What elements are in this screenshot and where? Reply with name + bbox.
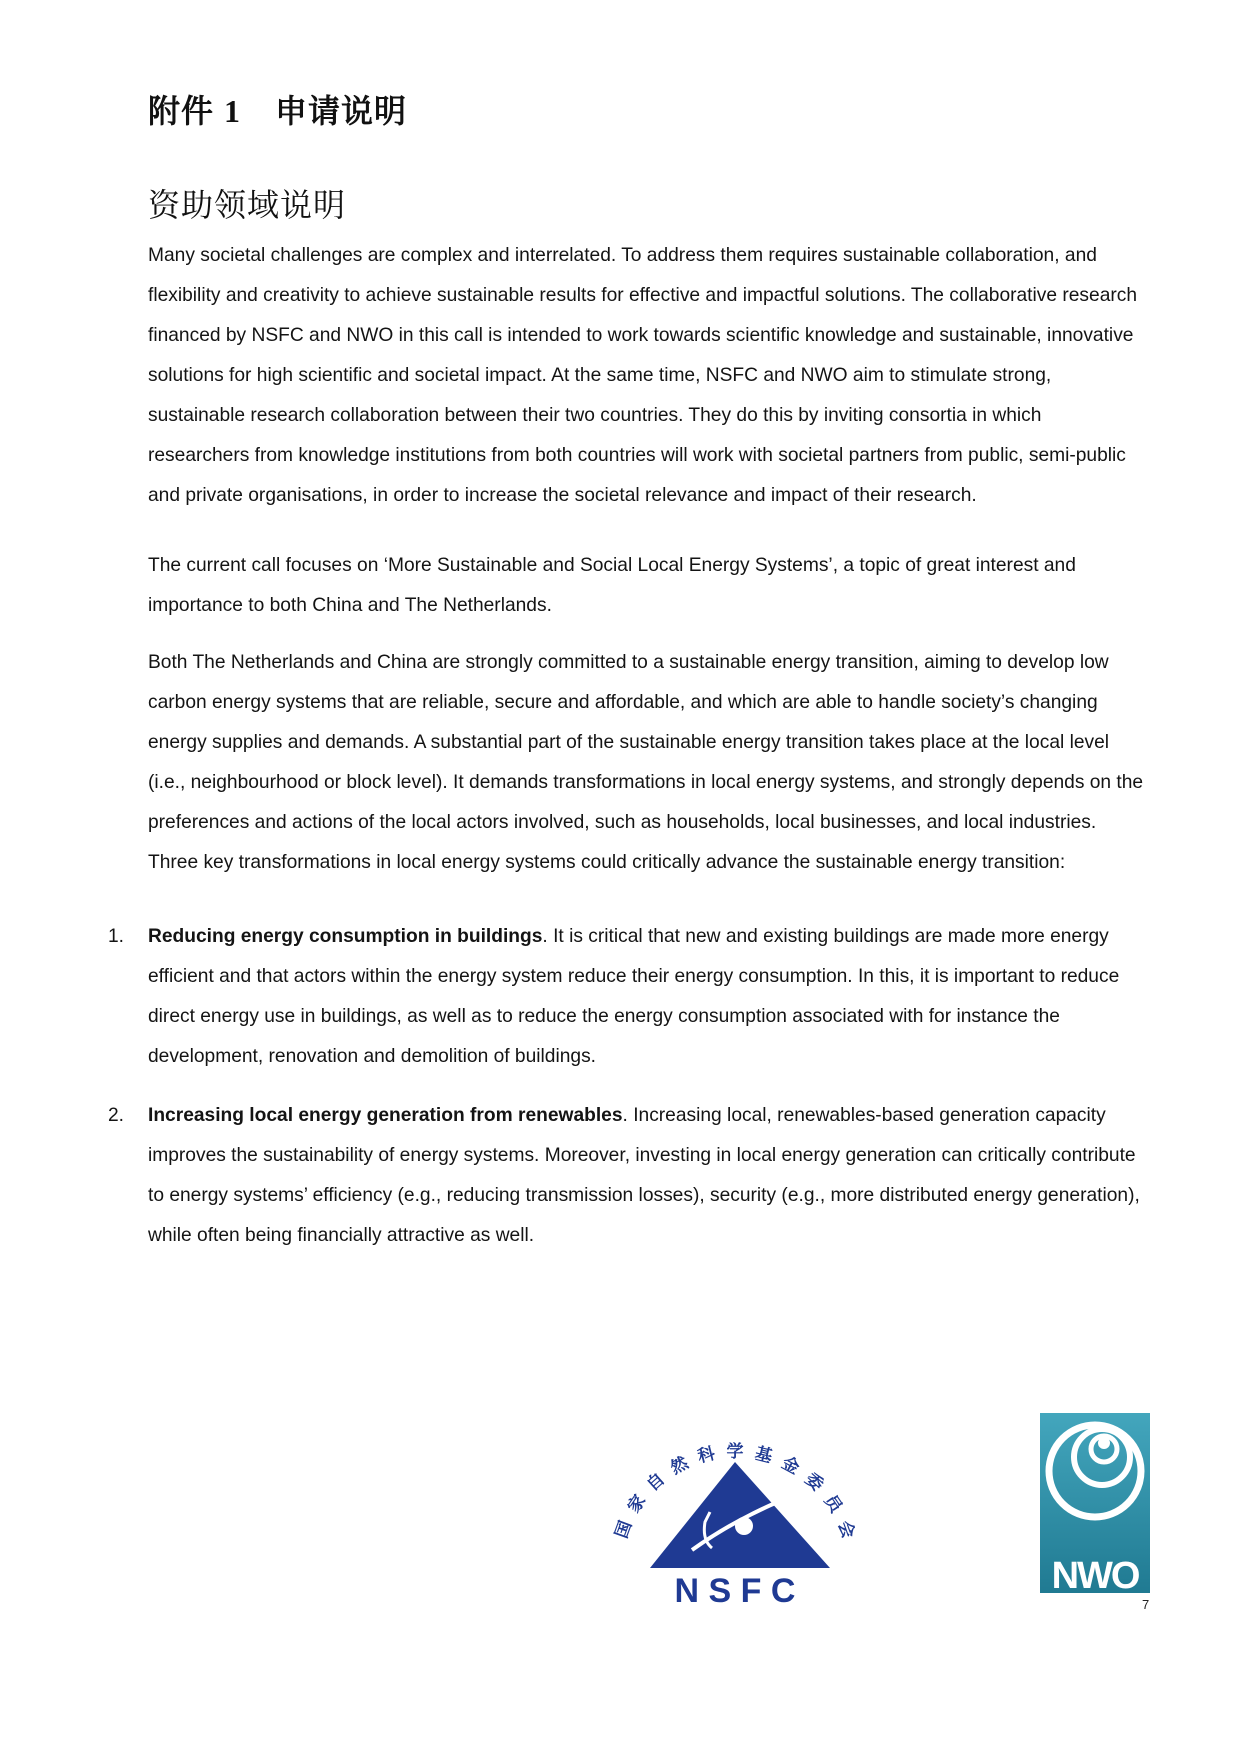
list-item-text: . It is critical that new and existing buildings are made more energy efficient and that actors within the energy system reduce their energy consumption. In this, it is important to reduce direct energy use in buildings, as well as to reduce the energy consumption associated with for instance the development, renovation and demolition of buildings. xyxy=(148,926,1120,1067)
nsfc-arc-char: 科 xyxy=(695,1443,718,1468)
list-marker: 2. xyxy=(108,1105,125,1126)
nsfc-letters: N S F C xyxy=(674,1572,796,1610)
section-heading: 资助领域说明 xyxy=(148,186,347,224)
heading-title: 申请说明 xyxy=(275,92,408,130)
attachment-heading xyxy=(148,86,407,132)
list-item xyxy=(108,917,1158,1077)
nwo-text: NWO xyxy=(1051,1555,1139,1593)
list-item xyxy=(108,1096,1158,1256)
heading-prefix: 附件 xyxy=(148,92,215,130)
nsfc-arc-char: 员 xyxy=(819,1491,846,1517)
nsfc-arc-char: 家 xyxy=(624,1491,651,1517)
nsfc-arc-char: 委 xyxy=(800,1469,827,1496)
nsfc-arc-char: 学 xyxy=(726,1442,744,1462)
list-item-title: Increasing local energy generation from renewables xyxy=(148,1105,623,1126)
paragraph-intro: Many societal challenges are complex and interrelated. To address them requires sustainable collaboration, and flexibility and creativity to achieve sustainable results for effective and impactful solutions. The collaborative research financed by NSFC and NWO in this call is intended to work towards scientific knowledge and sustainable, innovative solutions for high scientific and societal impact. At the same time, NSFC and NWO aim to stimulate strong, sustainable research collaboration between their two countries. They do this by inviting consortia in which researchers from knowledge institutions from both countries will work with societal partners from public, semi-public and private organisations, in order to increase the societal relevance and impact of their research. xyxy=(148,245,1138,506)
nsfc-arc-char: 基 xyxy=(752,1443,775,1468)
heading-number: 1 xyxy=(224,93,242,129)
nwo-logo xyxy=(1040,1413,1150,1593)
nsfc-ball xyxy=(735,1517,753,1535)
paragraph-energy-transition: Both The Netherlands and China are strongly committed to a sustainable energy transition, aiming to develop low carbon energy systems that are reliable, secure and affordable, and which are able to handle society’s changing energy supplies and demands. A substantial part of the sustainable energy transition takes place at the local level (i.e., neighbourhood or block level). It demands transformations in local energy systems, and strongly depends on the preferences and actions of the local actors involved, such as households, local businesses, and local industries. Three key transformations in local energy systems could critically advance the sustainable energy transition: xyxy=(148,652,1144,873)
nsfc-arc-char: 国 xyxy=(611,1518,637,1542)
list-marker: 1. xyxy=(108,926,125,947)
nsfc-arc-char: 然 xyxy=(667,1452,692,1479)
list-item-text: . Increasing local, renewables-based generation capacity improves the sustainability of energy systems. Moreover, investing in local energy generation can critically contribute to energy systems’ efficiency (e.g., reducing transmission losses), security (e.g., more distributed energy generation), while often being financially attractive as well. xyxy=(148,1105,1140,1246)
nwo-dot xyxy=(1098,1437,1110,1449)
list-item-title: Reducing energy consumption in buildings xyxy=(148,926,543,947)
nsfc-logo xyxy=(600,1430,870,1610)
nsfc-arc-char: 金 xyxy=(778,1452,803,1479)
paragraph-call-focus: The current call focuses on ‘More Sustainable and Social Local Energy Systems’, a topic of great interest and importance to both China and The Netherlands. xyxy=(148,555,1076,616)
nsfc-arc-char: 自 xyxy=(643,1469,670,1496)
page-number: 7 xyxy=(1142,1597,1150,1612)
nsfc-arc-char: 会 xyxy=(833,1518,859,1542)
